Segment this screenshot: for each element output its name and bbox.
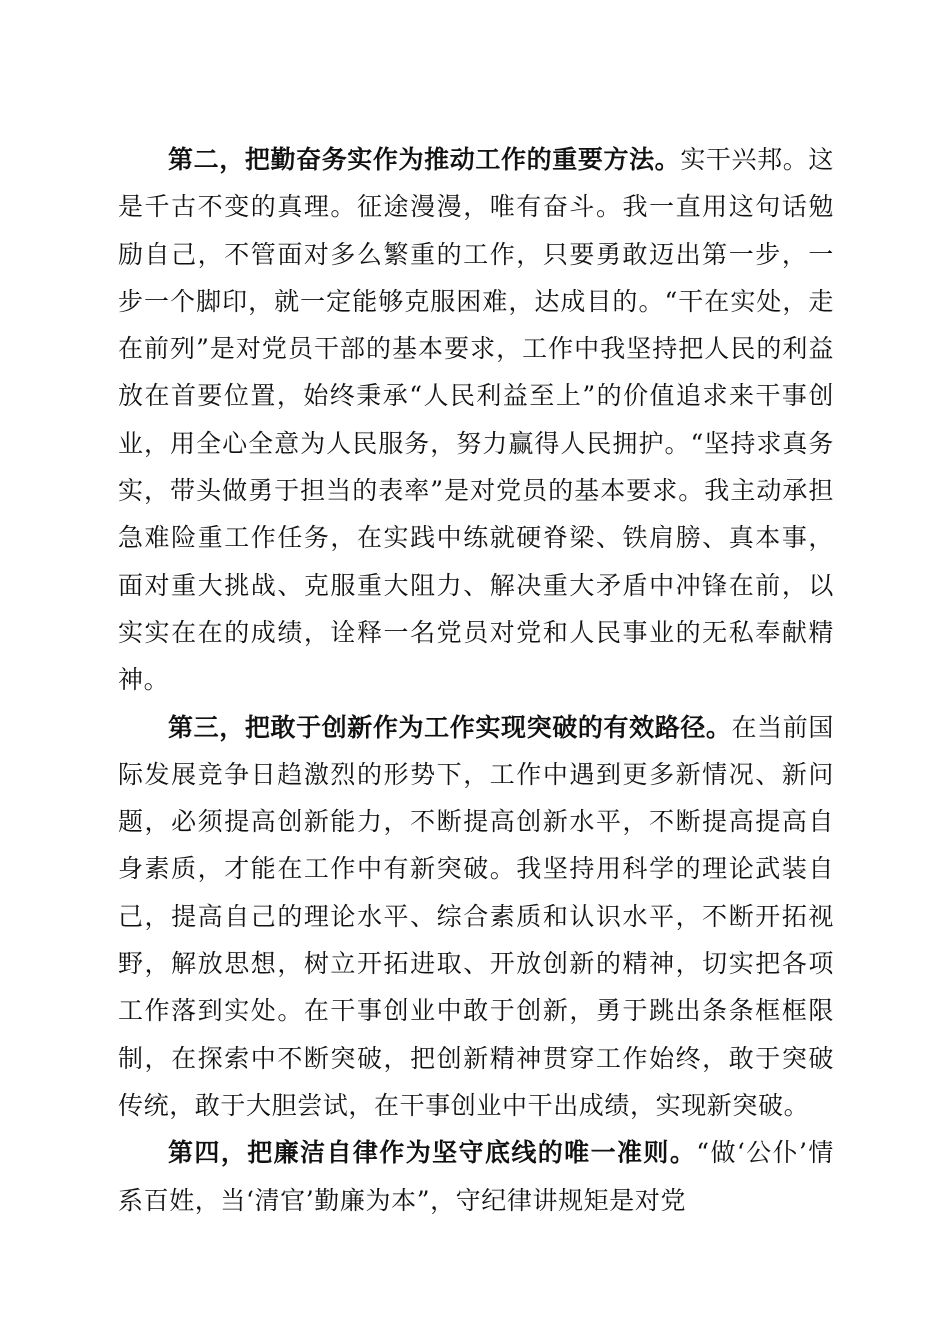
- paragraph-text: 实干兴邦。这是千古不变的真理。征途漫漫，唯有奋斗。我一直用这句话勉励自己，不管面对多么繁重的工作，只要勇敢迈出第一步，一步一个脚印，就一定能够克服困难，达成目的。“干在实处，走在前列”是对党员干部的基本要求，工作中我坚持把人民的利益放在首要位置，始终秉承“人民利益至上”的价值追求来干事创业，用全心全意为人民服务，努力赢得人民拥护。“坚持求真务实，带头做勇于担当的表率”是对党员的基本要求。我主动承担急难险重工作任务，在实践中练就硬脊梁、铁肩膀、真本事，面对重大挑战、克服重大阻力、解决重大矛盾中冲锋在前，以实实在在的成绩，诠释一名党员对党和人民事业的无私奉献精神。: [118, 145, 834, 695]
- paragraph-third: [118, 704, 834, 1130]
- paragraph-text: 在当前国际发展竞争日趋激烈的形势下，工作中遇到更多新情况、新问题，必须提高创新能力，不断提高创新水平，不断提高提高自身素质，才能在工作中有新突破。我坚持用科学的理论武装自己，提高自己的理论水平、综合素质和认识水平，不断开拓视野，解放思想，树立开拓进取、开放创新的精神，切实把各项工作落到实处。在干事创业中敢于创新，勇于跳出条条框框限制，在探索中不断突破，把创新精神贯穿工作始终，敢于突破传统，敢于大胆尝试，在干事创业中干出成绩，实现新突破。: [118, 712, 834, 1120]
- paragraph-text: “做‘公仆’情系百姓，当‘清官’勤廉为本”，守纪律讲规矩是对党: [118, 1138, 834, 1215]
- paragraph-heading: 第三，把敢于创新作为工作实现突破的有效路径。: [168, 712, 732, 742]
- paragraph-heading: 第二，把勤奋务实作为推动工作的重要方法。: [168, 145, 681, 174]
- paragraph-fourth: [118, 1129, 834, 1224]
- paragraph-heading: 第四，把廉洁自律作为坚守底线的唯一准则。: [168, 1138, 697, 1168]
- paragraph-second: [118, 136, 834, 704]
- document-body: [118, 136, 834, 1224]
